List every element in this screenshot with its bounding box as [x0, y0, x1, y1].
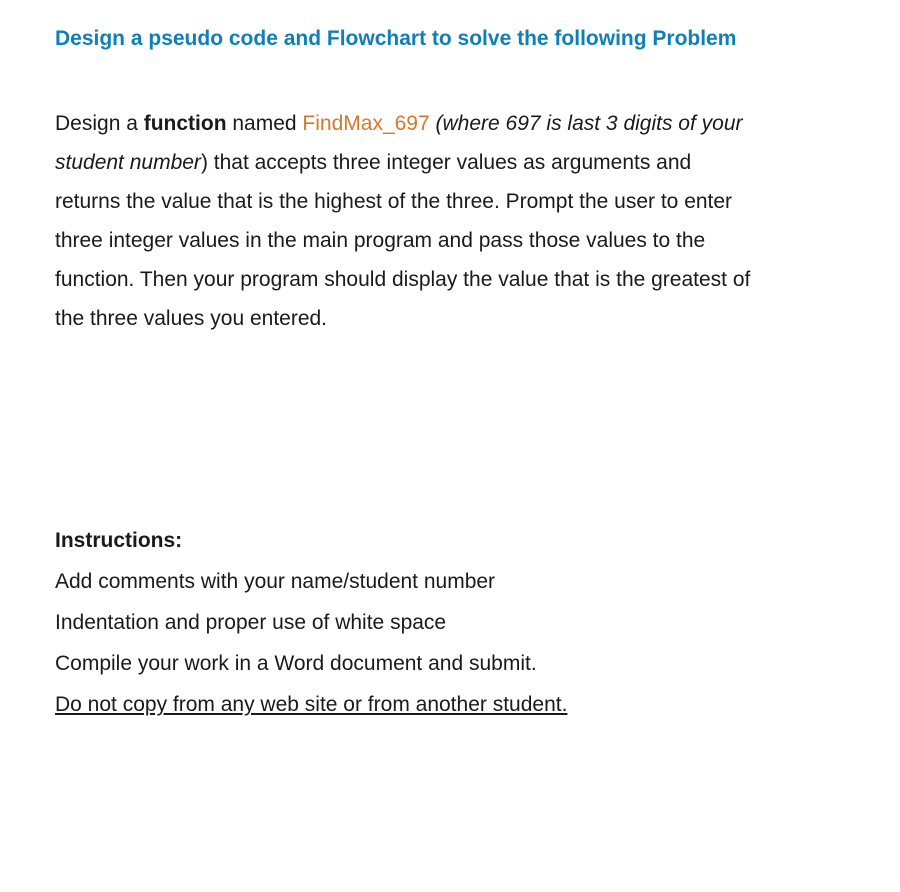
problem-keyword-function: function	[143, 112, 227, 135]
problem-text: named	[226, 112, 303, 135]
problem-line-2	[55, 143, 845, 182]
problem-line-6: the three values you entered.	[55, 307, 328, 330]
problem-statement	[55, 104, 845, 338]
problem-italic-note: student number	[55, 151, 201, 174]
problem-line-1	[55, 104, 845, 143]
instruction-item: Compile your work in a Word document and submit.	[55, 652, 537, 675]
instruction-item: Add comments with your name/student number	[55, 570, 496, 593]
function-name: FindMax_697	[302, 112, 430, 135]
problem-text: Design a	[55, 112, 144, 135]
instruction-item-warning: Do not copy from any web site or from another student.	[55, 693, 568, 716]
problem-line-4: three integer values in the main program and pass those values to the	[55, 229, 706, 252]
document-heading: Design a pseudo code and Flowchart to solve the following Problem	[55, 27, 737, 50]
problem-text: ) that accepts three integer values as arguments and	[200, 151, 692, 174]
problem-line-5: function. Then your program should display the value that is the greatest of	[55, 268, 751, 291]
instructions-section	[55, 526, 845, 731]
instruction-item: Indentation and proper use of white space	[55, 611, 447, 634]
problem-line-3: returns the value that is the highest of the three. Prompt the user to enter	[55, 190, 733, 213]
instructions-title: Instructions:	[55, 529, 183, 552]
problem-italic-note: (where 697 is last 3 digits of your	[435, 112, 743, 135]
